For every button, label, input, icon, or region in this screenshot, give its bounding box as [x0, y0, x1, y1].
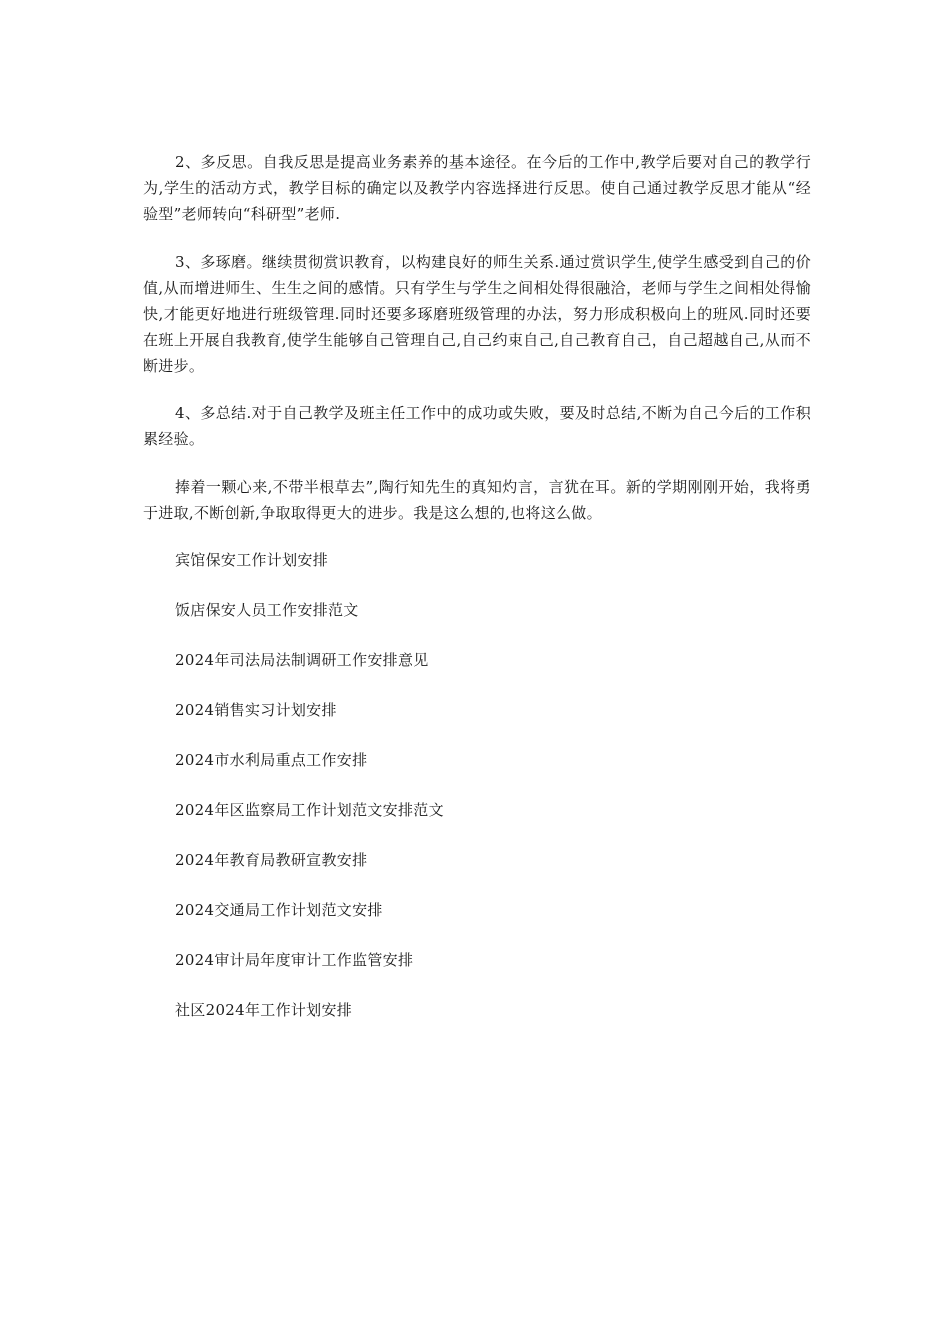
related-link[interactable]: 饭店保安人员工作安排范文 — [175, 601, 359, 619]
related-link[interactable]: 宾馆保安工作计划安排 — [175, 551, 329, 569]
paragraph-reflection: 2、多反思。自我反思是提高业务素养的基本途径。在今后的工作中,教学后要对自己的教学行为,学生的活动方式，教学目标的确定以及教学内容选择进行反思。使自己通过教学反思才能从“经验型”老师转向“科研型”老师. — [143, 153, 811, 223]
paragraph-summary: 4、多总结.对于自己教学及班主任工作中的成功或失败，要及时总结,不断为自己今后的工作积累经验。 — [143, 404, 811, 448]
related-link[interactable]: 2024审计局年度审计工作监管安排 — [175, 951, 414, 969]
related-link[interactable]: 2024销售实习计划安排 — [175, 701, 337, 719]
related-link[interactable]: 2024年教育局教研宣教安排 — [175, 851, 368, 869]
related-link[interactable]: 2024年区监察局工作计划范文安排范文 — [175, 801, 444, 819]
related-link[interactable]: 2024交通局工作计划范文安排 — [175, 901, 383, 919]
related-link[interactable]: 2024市水利局重点工作安排 — [175, 751, 368, 769]
related-link[interactable]: 2024年司法局法制调研工作安排意见 — [175, 651, 429, 669]
related-link[interactable]: 社区2024年工作计划安排 — [175, 1001, 353, 1019]
paragraph-deliberation: 3、多琢磨。继续贯彻赏识教育，以构建良好的师生关系.通过赏识学生,使学生感受到自己的价值,从而增进师生、生生之间的感情。只有学生与学生之间相处得很融洽，老师与学生之间相处得愉快,才能更好地进行班级管理.同时还要多琢磨班级管理的办法，努力形成积极向上的班风.同时还要在班上开展自我教育,使学生能够自己管理自己,自己约束自己,自己教育自己，自己超越自己,从而不断进步。 — [143, 253, 811, 375]
paragraph-closing: 捧着一颗心来,不带半根草去”,陶行知先生的真知灼言，言犹在耳。新的学期刚刚开始，我将勇于进取,不断创新,争取取得更大的进步。我是这么想的,也将这么做。 — [143, 478, 811, 522]
related-links-list — [175, 548, 444, 1048]
